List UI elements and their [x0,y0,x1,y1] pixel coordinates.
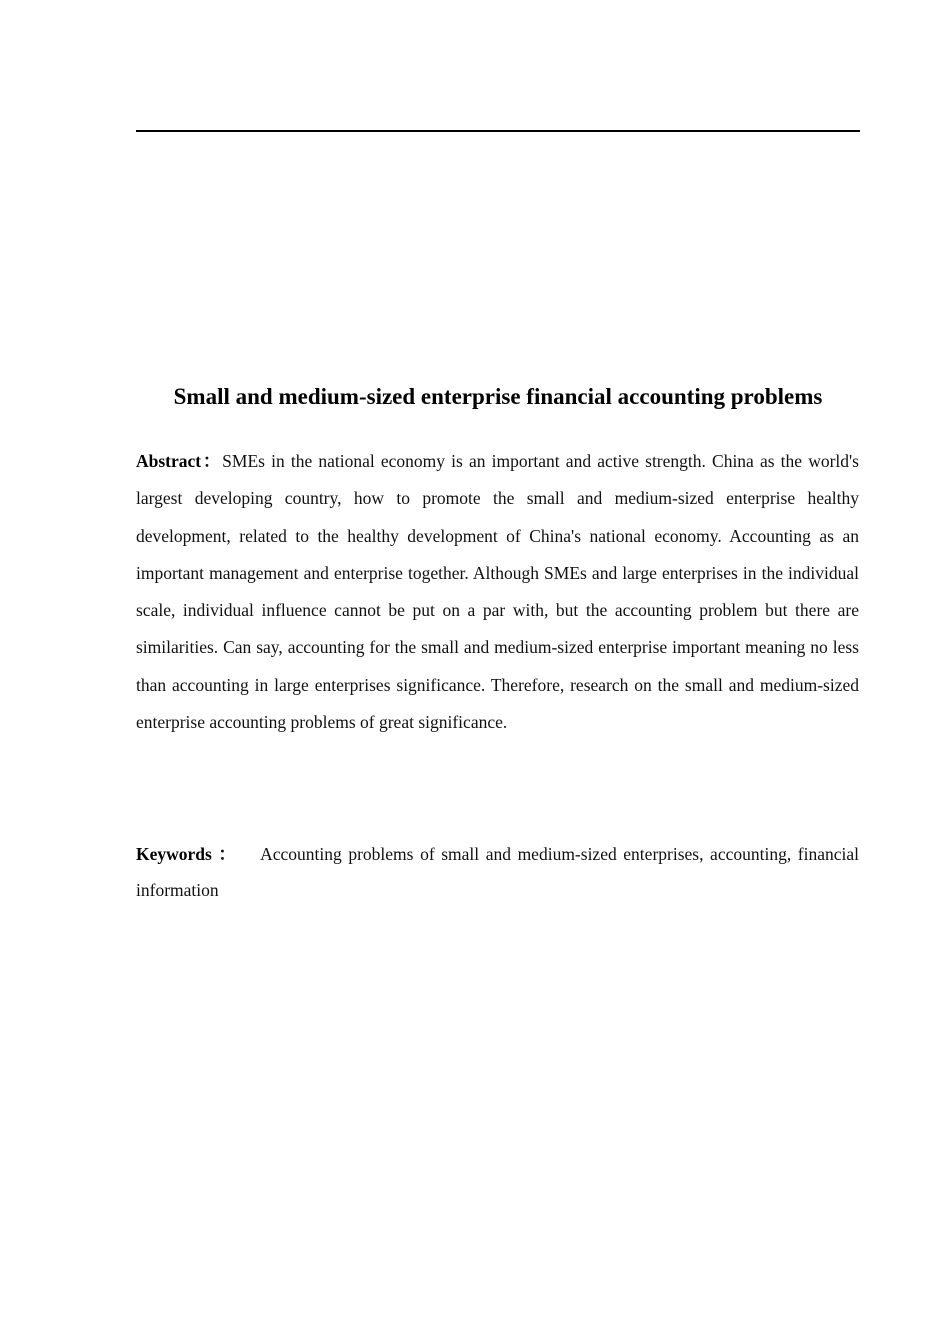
document-title: Small and medium-sized enterprise financial accounting problems [173,384,823,409]
abstract-text: SMEs in the national economy is an important and active strength. China as the world's largest developing country, how to promote the small and medium-sized enterprise healthy development, related to the healthy development of China's national economy. Accounting as an important management and enterprise together. Although SMEs and large enterprises in the individual scale, individual influence cannot be put on a par with, but the accounting problem but there are similarities. Can say, accounting for the small and medium-sized enterprise important meaning no less than accounting in large enterprises significance. Therefore, research on the small and medium-sized enterprise accounting problems of great significance. [136,451,859,733]
abstract-label: Abstract [136,451,202,471]
abstract-paragraph [136,443,859,741]
keywords-separator: ： [211,844,239,864]
keywords-paragraph [136,836,859,908]
keywords-text: Accounting problems of small and medium-sized enterprises, accounting, financial information [136,844,860,900]
abstract-separator: ： [201,451,223,471]
header-rule [136,130,860,132]
keywords-label: Keywords [136,844,212,864]
